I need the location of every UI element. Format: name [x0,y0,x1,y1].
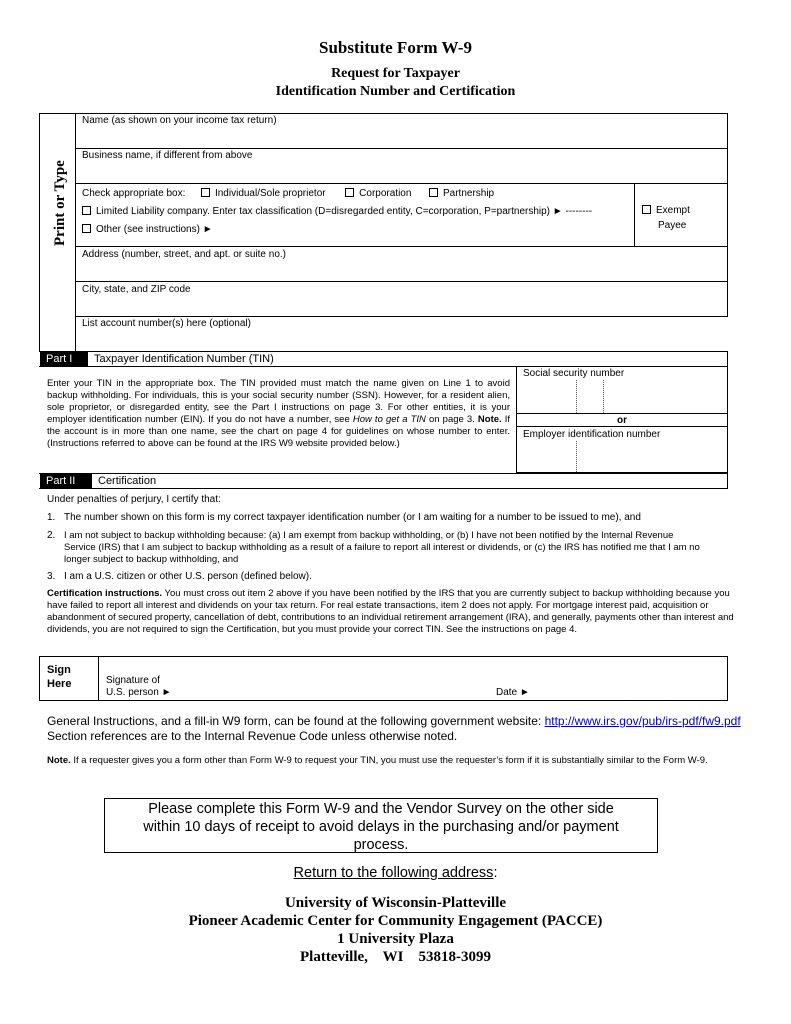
exempt-label: Exempt [656,205,690,216]
llc-label: Limited Liability company. Enter tax classification (D=disregarded entity, C=corporation, P=partnership) ► -------- [96,206,593,217]
return-address-line-2: Pioneer Academic Center for Community Engagement (PACCE) [188,913,603,929]
part2-title: Certification [98,475,157,487]
individual-checkbox[interactable] [201,188,210,197]
corporation-checkbox[interactable] [345,188,354,197]
account-field[interactable]: List account number(s) here (optional) [82,318,251,329]
date-field[interactable]: Date ► [496,687,530,698]
sign-label: Sign [47,664,71,676]
business-name-field[interactable]: Business name, if different from above [82,150,253,161]
other-checkbox[interactable] [82,224,91,233]
payee-label: Payee [658,220,687,231]
form-title: Substitute Form W-9 [319,38,472,57]
city-field[interactable]: City, state, and ZIP code [82,284,191,295]
part1-instructions: Enter your TIN in the appropriate box. The TIN provided must match the name given on Line 1 to avoid backup withholding. For individuals, this is your social security number (SSN). However, for a resident alien, sole proprietor, or disregarded entity, see the Part I instructions on page 3. For other entities, it is your employer identification number (EIN). If you do not have a number, see How to get a TIN on page 3. Note. If the account is in more than one name, see the chart on page 4 for guidelines on whose number to enter. (Instructions referred to above can be found at the IRS W9 website provided below.) [47,378,511,449]
part1-tag: Part I [40,352,88,366]
notice-line-3: process. [353,837,409,853]
signature-of-label: Signature of [106,675,160,686]
part1-title: Taxpayer Identification Number (TIN) [94,353,274,365]
print-or-type-label: Print or Type [52,160,68,246]
check-box-label: Check appropriate box: [82,188,186,199]
item1-text: The number shown on this form is my correct taxpayer identification number (or I am waiting for a number to be issued to me), and [64,512,641,523]
notice-box [104,798,658,853]
notice-line-1: Please complete this Form W-9 and the Vendor Survey on the other side [148,801,614,817]
corporation-label: Corporation [359,188,412,199]
form-subtitle-2: Identification Number and Certification [275,84,516,99]
llc-checkbox[interactable] [82,206,91,215]
individual-label: Individual/Sole proprietor [214,188,326,199]
address-field[interactable]: Address (number, street, and apt. or suite no.) [82,249,286,260]
here-label: Here [47,678,72,690]
certify-intro: Under penalties of perjury, I certify that: [47,494,221,505]
notice-line-2: within 10 days of receipt to avoid delays in the purchasing and/or payment [143,819,619,835]
item3-text: I am a U.S. citizen or other U.S. person (defined below). [64,571,312,582]
general-instructions: General Instructions, and a fill-in W9 form, can be found at the following government website: http://www.irs.gov/pub/irs-pdf/fw9.pdf Section references are to the Internal Revenue Code unless otherwise noted. [47,714,741,743]
return-address-line-4: Platteville, WI 53818-3099 [300,949,491,965]
classification-row [82,188,494,199]
partnership-label: Partnership [442,188,495,199]
item3-number: 3. [47,571,56,582]
item1-number: 1. [47,512,56,523]
item2-text: I am not subject to backup withholding because: (a) I am exempt from backup withholding, or (b) I have not been notified by the Internal Revenue Service (IRS) that I am subject to backup withholding as a result of a failure to report all interest or dividends, or (c) the IRS has notified me that I am no longer subject to backup withholding, and [64,530,700,565]
exempt-checkbox[interactable] [642,205,651,214]
ein-field[interactable]: Employer identification number [523,429,661,440]
note-paragraph: Note. If a requester gives you a form other than Form W-9 to request your TIN, you must use the requester’s form if it is substantially similar to the Form W-9. [47,755,708,766]
or-label: or [617,415,627,426]
certification-instructions: Certification instructions. You must cross out item 2 above if you have been notified by the IRS that you are currently subject to backup withholding because you have failed to report all interest and dividends on your tax return. For real estate transactions, item 2 does not apply. For mortgage interest paid, acquisition or abandonment of secured property, cancellation of debt, contributions to an individual retirement arrangement (IRA), and generally, payments other than interest and dividends, you are not required to sign the Certification, but you must provide your correct TIN. See the instructions on page 4. [47,588,734,635]
partnership-checkbox[interactable] [429,188,438,197]
part2-tag: Part II [40,474,92,488]
name-field[interactable]: Name (as shown on your income tax return) [82,115,277,126]
item2-number: 2. [47,530,56,541]
irs-link[interactable]: http://www.irs.gov/pub/irs-pdf/fw9.pdf [544,714,741,728]
form-subtitle-1: Request for Taxpayer [331,66,460,81]
other-label: Other (see instructions) ► [96,224,213,235]
return-address-line-3: 1 University Plaza [337,931,454,947]
return-label: Return to the following address: [293,865,498,881]
ssn-field[interactable]: Social security number [523,368,625,379]
return-address-line-1: University of Wisconsin-Platteville [284,895,507,911]
signature-field[interactable]: U.S. person ► [106,687,172,698]
